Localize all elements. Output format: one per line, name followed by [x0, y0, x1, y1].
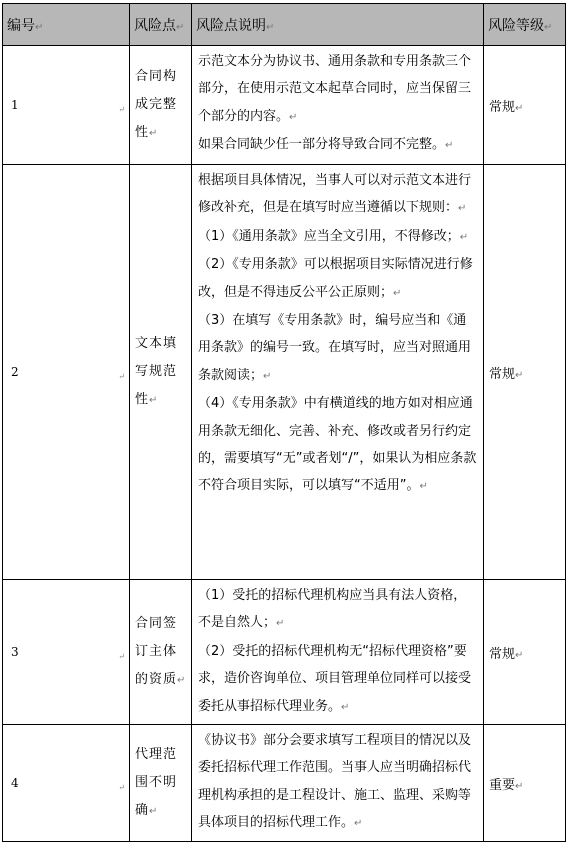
row-risk-description [192, 725, 484, 842]
description-paragraph: 《协议书》部分会要求填写工程项目的情况以及委托招标代理工作范围。当事人应当明确招标代理机构承担的是工程设计、施工、监理、采购等具体项目的招标代理工作。↵ [198, 733, 472, 831]
row-risk-level: 常规↵ [484, 46, 566, 165]
table-row [3, 580, 566, 725]
row-id: 3 ↵ [3, 580, 130, 725]
row-risk-level: 重要↵ [484, 725, 566, 842]
row-risk-description [192, 165, 484, 580]
row-risk-level: 常规↵ [484, 580, 566, 725]
description-paragraph: 如果合同缺少任一部分将导致合同不完整。↵ [198, 137, 454, 153]
risk-table [2, 3, 566, 842]
paragraph-mark: ↵ [118, 372, 125, 381]
paragraph-mark: ↵ [118, 783, 125, 793]
row-id: 1 ↵ [3, 46, 130, 165]
description-paragraph: （4）《专用条款》中有横道线的地方如对相应通用条款无细化、完善、补充、修改或者另行约定的，需要填写“无”或者划“/”，如果认为相应条款不符合项目实际，可以填写“不适用”。↵ [198, 396, 477, 494]
row-risk-level: 常规↵ [484, 165, 566, 580]
header-risk-level: 风险等级↵ [484, 4, 566, 46]
paragraph-mark: ↵ [118, 652, 125, 662]
row-risk-point: 文本填写规范性↵ [130, 165, 192, 580]
header-risk-point: 风险点↵ [130, 4, 192, 46]
description-paragraph: （1）受托的招标代理机构应当具有法人资格，不是自然人；↵ [198, 588, 467, 631]
header-id: 编号↵ [3, 4, 130, 46]
description-paragraph: （1）《通用条款》应当全文引用，不得修改；↵ [198, 228, 469, 244]
row-id: 2 ↵ [3, 165, 130, 580]
description-paragraph: 示范文本分为协议书、通用条款和专用条款三个部分，在使用示范文本起草合同时，应当保留三个部分的内容。↵ [198, 54, 472, 124]
row-risk-description [192, 46, 484, 165]
row-risk-point: 合同签订主体的资质↵ [130, 580, 192, 725]
table-row [3, 725, 566, 842]
header-risk-description: 风险点说明↵ [192, 4, 484, 46]
description-paragraph: （2）《专用条款》可以根据项目实际情况进行修改，但是不得违反公平公正原则；↵ [198, 257, 473, 300]
description-paragraph: （2）受托的招标代理机构无“招标代理资格”要求，造价咨询单位、项目管理单位同样可以接受委托从事招标代理业务。↵ [198, 643, 472, 714]
description-paragraph: 根据项目具体情况，当事人可以对示范文本进行修改补充，但是在填写时应当遵循以下规则：↵ [198, 173, 472, 216]
description-paragraph: （3）在填写《专用条款》时，编号应当和《通用条款》的编号一致。在填写时，应当对照通用条款阅读；↵ [198, 313, 472, 383]
row-risk-description [192, 580, 484, 725]
paragraph-mark: ↵ [118, 105, 125, 114]
table-row [3, 165, 566, 580]
row-id: 4 ↵ [3, 725, 130, 842]
table-header-row [3, 4, 566, 46]
row-risk-point: 代理范围不明确↵ [130, 725, 192, 842]
row-risk-point: 合同构成完整性↵ [130, 46, 192, 165]
table-row [3, 46, 566, 165]
